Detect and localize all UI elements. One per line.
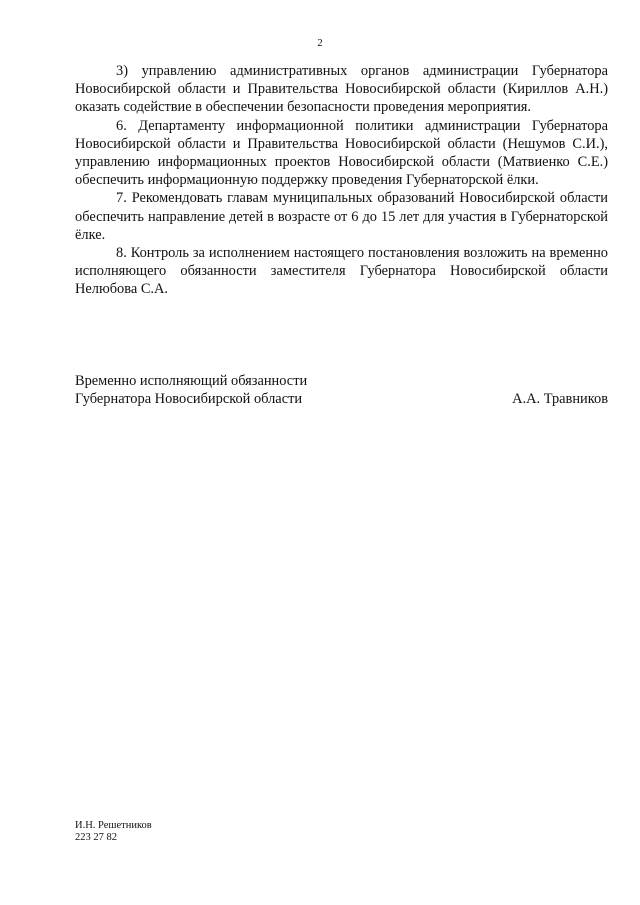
paragraph-item-8-control: 8. Контроль за исполнением настоящего постановления возложить на временно исполняющего обязанности заместителя Губернатора Новосибирской области Нелюбова С.А. [75,245,608,298]
executor-block [75,820,152,844]
signature-block [75,372,608,408]
executor-phone: 223 27 82 [75,832,117,843]
signatory-position-line2: Губернатора Новосибирской области [75,391,303,408]
page-number: 2 [317,37,323,49]
paragraph-item-6-information: 6. Департаменту информационной политики администрации Губернатора Новосибирской области и Правительства Новосибирской области (Нешумов С.И.), управлению информационных проектов Новосибирской области (Матвиенко С.Е.) обеспечить информационную поддержку проведения Губернаторской ёлки. [75,117,608,189]
signatory-position-line1: Временно исполняющий обязанности [75,373,308,389]
document-body [75,62,608,299]
signature-line [75,390,608,408]
signatory-name: А.А. Травников [512,391,608,408]
paragraph-item-3-security: 3) управлению административных органов администрации Губернатора Новосибирской области и Правительства Новосибирской области (Кириллов А.Н.) оказать содействие в обеспечении безопасности проведения мероприятия. [75,63,608,116]
executor-name: И.Н. Решетников [75,820,152,831]
paragraph-item-7-recommendation: 7. Рекомендовать главам муниципальных образований Новосибирской области обеспечить направление детей в возрасте от 6 до 15 лет для участия в Губернаторской ёлке. [75,190,608,243]
